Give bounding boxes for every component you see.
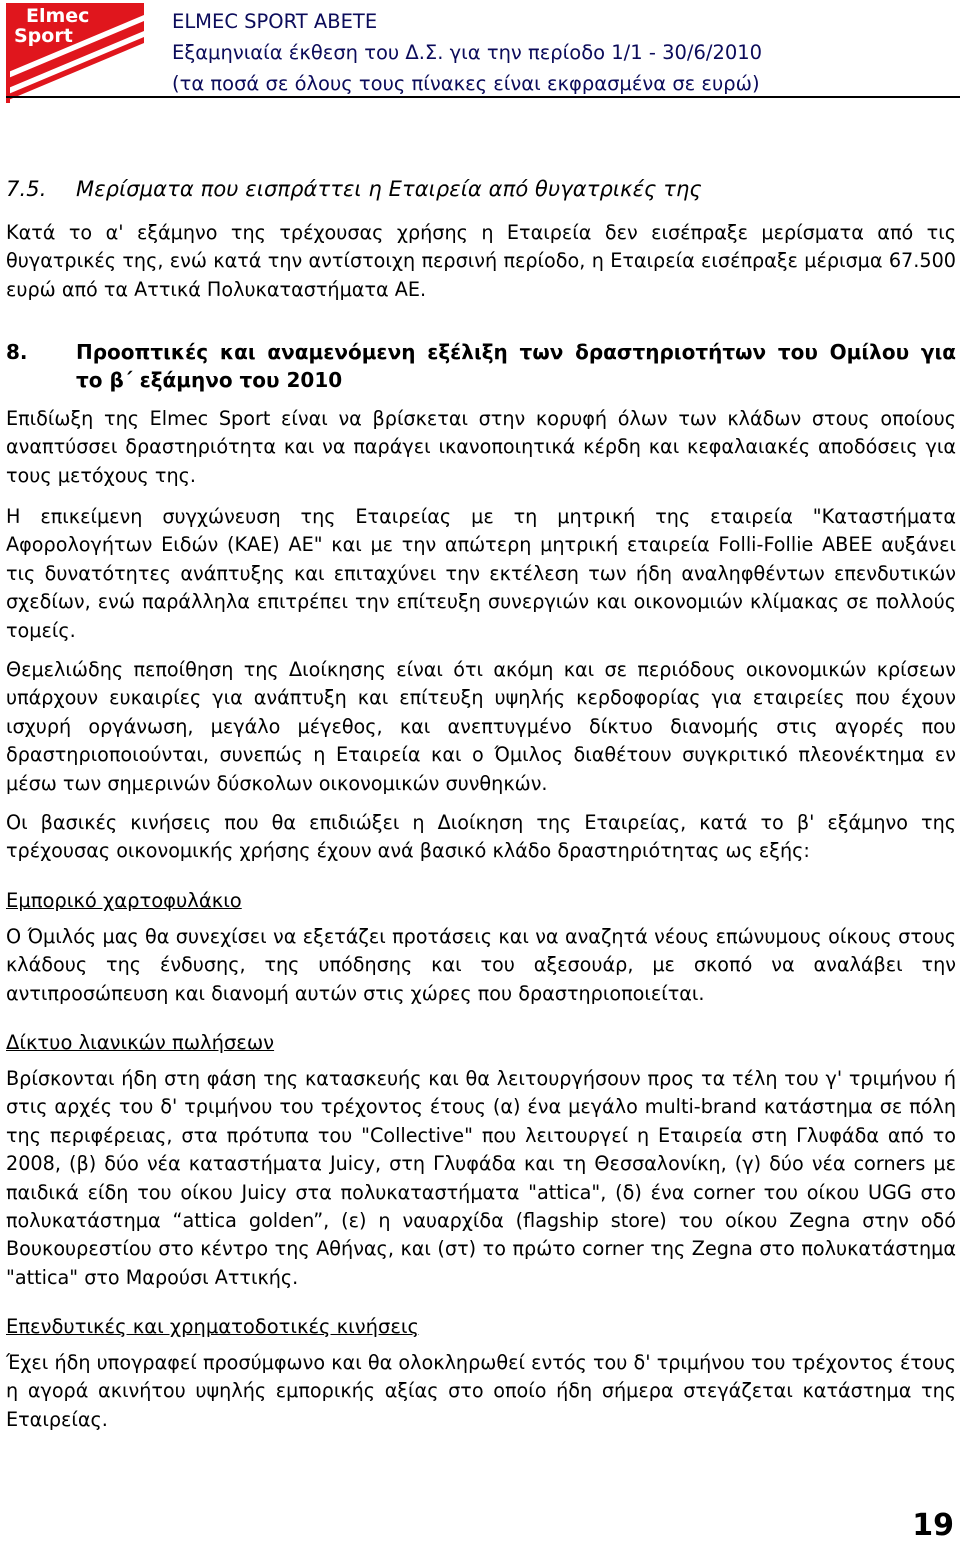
currency-note: (τα ποσά σε όλους τους πίνακες είναι εκφρασμένα σε ευρώ): [172, 72, 760, 95]
company-name: ELMEC SPORT ABETE: [172, 10, 378, 33]
page-header: [0, 0, 960, 110]
elmec-sport-logo: [6, 3, 144, 103]
paragraph-conviction: Θεμελιώδης πεποίθηση της Διοίκησης είναι ότι ακόμη και σε περιόδους οικονομικών κρίσεων υπάρχουν ευκαιρίες για ανάπτυξη και επίτευξη υψηλής κερδοφορίας για εταιρείες που έχουν ισχυρή οργάνωση, μεγάλο μέγεθος, και ανεπτυγμένο δίκτυο διανομής στις αγορές που δραστηριοποιούνται, συνεπώς η Εταιρεία και ο Όμιλος διαθέτουν συγκριτικό πλεονέκτημα εν μέσω των σημερινών δύσκολων οικονομικών συνθηκών.: [6, 658, 956, 795]
logo-text-sport: Sport: [14, 25, 73, 47]
paragraph-portfolio: Ο Όμιλός μας θα συνεχίσει να εξετάζει προτάσεις και να αναζητά νέους επώνυμους οίκους στους κλάδους της ένδυσης, της υπόδησης και του αξεσουάρ, με σκοπό να αναλάβει την αντιπροσώπευση και διανομή αυτών στις χώρες που δραστηριοποιείται.: [6, 925, 956, 1005]
section-8-heading: [6, 338, 956, 394]
subheading-investments: Επενδυτικές και χρηματοδοτικές κινήσεις: [6, 1315, 419, 1338]
paragraph-goal: Επιδίωξη της Elmec Sport είναι να βρίσκεται στην κορυφή όλων των κλάδων στους οποίους αναπτύσσει δραστηριότητα και να παράγει ικανοποιητικά κέρδη και κεφαλαιακές αποδόσεις για τους μετόχους της.: [6, 407, 956, 487]
subheading-commercial-portfolio: Εμπορικό χαρτοφυλάκιο: [6, 889, 242, 912]
section-7-5-body: Κατά το α' εξάμηνο της τρέχουσας χρήσης η Εταιρεία δεν εισέπραξε μερίσματα από τις θυγατρικές της, ενώ κατά την αντίστοιχη περσινή περίοδο, η Εταιρεία εισέπραξε μέρισμα 67.500 ευρώ από τα Αττικά Πολυκαταστήματα ΑΕ.: [6, 221, 956, 301]
paragraph-retail: Βρίσκονται ήδη στη φάση της κατασκευής και θα λειτουργήσουν προς τα τέλη του γ' τριμήνου ή στις αρχές του δ' τριμήνου του τρέχοντος έτους (α) ένα μεγάλο multi-brand κατάστημα σε πόλη της περιφέρειας, στα πρότυπα του "Collective" που λειτουργεί η Εταιρεία στη Γλυφάδα από το 2008, (β) δύο νέα καταστήματα Juicy, στη Γλυφάδα και τη Θεσσαλονίκη, (γ) δύο νέα corners με παιδικά είδη του οίκου Juicy στα πολυκαταστήματα "attica", (δ) ένα corner του οίκου UGG στο πολυκατάστημα “attica golden”, (ε) η ναυαρχίδα (flagship store) του οίκου Zegna στην οδό Βουκουρεστίου στο κέντρο της Αθήνας, και (στ) το πρώτο corner της Zegna στο πολυκατάστημα "attica" στο Μαρούσι Αττικής.: [6, 1067, 956, 1289]
section-number: 8.: [6, 340, 28, 364]
report-title: Εξαμηνιαία έκθεση του Δ.Σ. για την περίοδο 1/1 - 30/6/2010: [172, 41, 763, 64]
subheading-retail-network: Δίκτυο λιανικών πωλήσεων: [6, 1031, 275, 1054]
paragraph-key-moves: Οι βασικές κινήσεις που θα επιδιώξει η Διοίκηση της Εταιρείας, κατά το β' εξάμηνο της τρέχουσας οικονομικής χρήσης έχουν ανά βασικό κλάδο δραστηριότητας ως εξής:: [6, 811, 956, 863]
section-title: Μερίσματα που εισπράττει η Εταιρεία από θυγατρικές της: [76, 177, 702, 201]
paragraph-merger: Η επικείμενη συγχώνευση της Εταιρείας με τη μητρική της εταιρεία "Καταστήματα Αφορολογήτων Ειδών (ΚΑΕ) ΑΕ" και με την απώτερη μητρική εταιρεία Folli-Follie ΑΒΕΕ αυξάνει τις δυνατότητες ανάπτυξης και επιταχύνει την εκτέλεση των ήδη αναληφθέντων επενδυτικών σχεδίων, ενώ παράλληλα επιτρέπει την επίτευξη συνεργιών και οικονομιών κλίμακας σε πολλούς τομείς.: [6, 505, 956, 642]
section-title-line2: το β΄ εξάμηνο του 2010: [76, 368, 343, 392]
header-divider: [6, 96, 960, 98]
section-title-line1: Προοπτικές και αναμενόμενη εξέλιξη των δραστηριοτήτων του Ομίλου για: [76, 340, 956, 364]
paragraph-investments: Έχει ήδη υπογραφεί προσύμφωνο και θα ολοκληρωθεί εντός του δ' τριμήνου του τρέχοντος έτους η αγορά ακινήτου υψηλής εμπορικής αξίας στο οποίο ήδη σήμερα στεγάζεται κατάστημα της Εταιρείας.: [6, 1351, 956, 1431]
page-number: 19: [912, 1508, 954, 1543]
header-text: [172, 6, 762, 99]
section-number: 7.5.: [6, 177, 47, 201]
section-7-5-heading: [6, 177, 702, 201]
logo-text-elmec: Elmec: [26, 5, 90, 27]
